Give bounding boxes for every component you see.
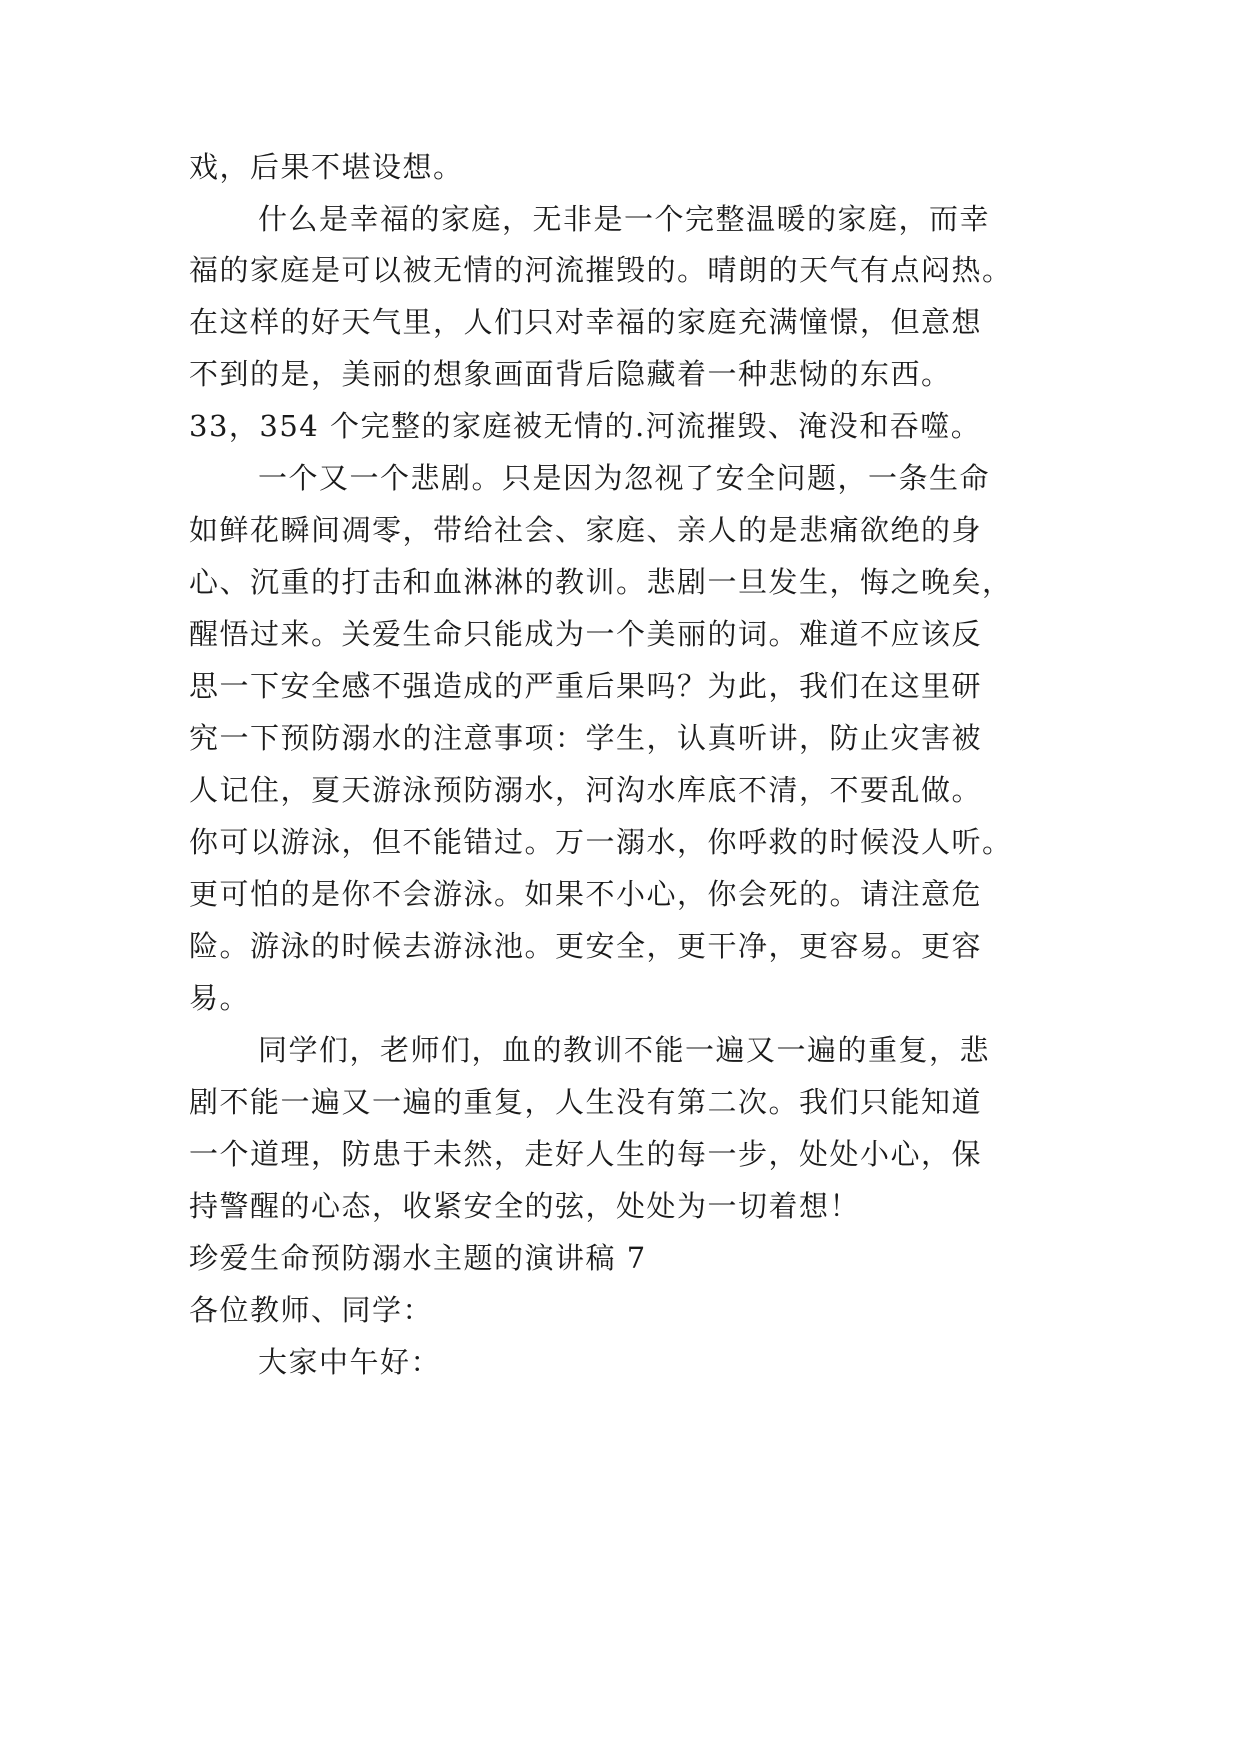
text-line: 你可以游泳，但不能错过。万一溺水，你呼救的时候没人听。 [189, 825, 1013, 859]
text-line: 不到的是，美丽的想象画面背后隐藏着一种悲恸的东西。 [189, 357, 952, 391]
text-line: 究一下预防溺水的注意事项：学生，认真听讲，防止灾害被 [189, 721, 983, 755]
text-line: 思一下安全感不强造成的严重后果吗？为此，我们在这里研 [189, 669, 983, 703]
text-line: 人记住，夏天游泳预防溺水，河沟水库底不清，不要乱做。 [189, 773, 983, 807]
paragraph-first-line: 同学们，老师们，血的教训不能一遍又一遍的重复，悲 [258, 1033, 991, 1067]
text-line: 持警醒的心态，收紧安全的弦，处处为一切着想！ [189, 1189, 861, 1223]
text-line: 剧不能一遍又一遍的重复，人生没有第二次。我们只能知道 [189, 1085, 983, 1119]
salutation: 各位教师、同学： [189, 1293, 434, 1327]
paragraph-first-line: 一个又一个悲剧。只是因为忽视了安全问题，一条生命 [258, 461, 991, 495]
paragraph-first-line: 什么是幸福的家庭，无非是一个完整温暖的家庭，而幸 [258, 202, 991, 236]
section-title: 珍爱生命预防溺水主题的演讲稿 7 [189, 1241, 647, 1275]
text-line: 戏，后果不堪设想。 [189, 150, 464, 184]
text-line: 易。 [189, 981, 251, 1015]
text-line: 33，354 个完整的家庭被无情的.河流摧毁、淹没和吞噬。 [189, 409, 982, 443]
text-line: 醒悟过来。关爱生命只能成为一个美丽的词。难道不应该反 [189, 617, 983, 651]
text-line: 如鲜花瞬间凋零，带给社会、家庭、亲人的是悲痛欲绝的身 [189, 513, 983, 547]
text-line: 险。游泳的时候去游泳池。更安全，更干净，更容易。更容 [189, 929, 983, 963]
text-line: 福的家庭是可以被无情的河流摧毁的。晴朗的天气有点闷热。 [189, 253, 1013, 287]
text-line: 更可怕的是你不会游泳。如果不小心，你会死的。请注意危 [189, 877, 983, 911]
greeting: 大家中午好： [258, 1345, 442, 1379]
text-line: 一个道理，防患于未然，走好人生的每一步，处处小心，保 [189, 1137, 983, 1171]
text-line: 心、沉重的打击和血淋淋的教训。悲剧一旦发生，悔之晚矣， [189, 565, 1013, 599]
text-line: 在这样的好天气里，人们只对幸福的家庭充满憧憬，但意想 [189, 305, 983, 339]
